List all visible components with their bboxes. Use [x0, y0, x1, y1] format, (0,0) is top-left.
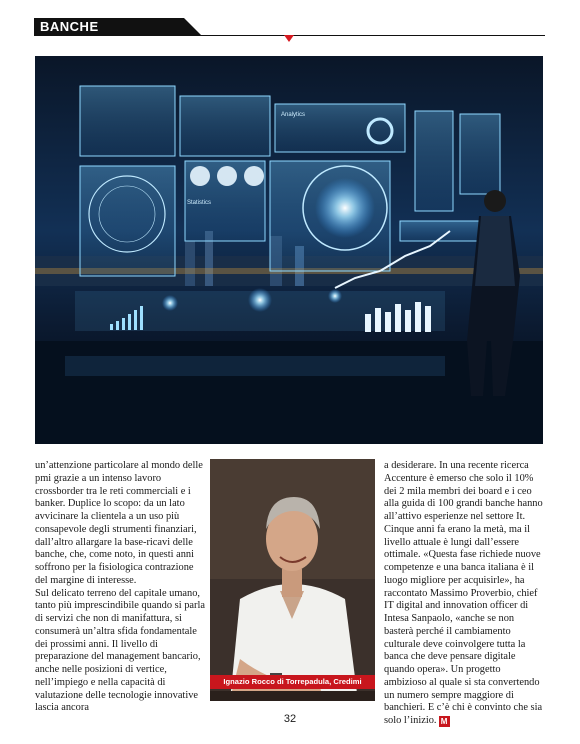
paragraph: un’attenzione particolare al mondo delle pmi grazie a un intenso lavoro crossborder tra le reti commerciali e i banker. Duplice lo scopo: da un lato avvicinare la clientela a un uso più consapevole degli strumenti finanziari, dall’altro allargare la base-ricavi delle banche, che, come noto, in questi anni soffrono per la fisiologica contrazione del margine di interesse.: [35, 460, 203, 586]
end-mark-icon: M: [439, 716, 450, 727]
paragraph: [384, 460, 544, 728]
section-label: BANCHE: [40, 19, 99, 34]
photo-caption: Ignazio Rocco di Torrepadula, Credimi: [210, 675, 375, 689]
page-number: 32: [283, 713, 297, 725]
portrait-illustration: [210, 459, 375, 701]
hero-image: [35, 56, 543, 444]
paragraph: Sul delicato terreno del capitale umano, tanto più imprescindibile quando si parla di servizi che non di manifattura, si consumerà un’altra sfida fondamentale dei prossimi anni. Il livello di preparazione del management bancario, anche nelle posizioni di vertice, nell’impiego e nella capacità di valutazione delle tecnologie innovative lascia ancora: [35, 587, 205, 714]
right-column: [384, 460, 544, 728]
portrait-photo: [210, 459, 375, 701]
paragraph-text: a desiderare. In una recente ricerca Accenture è emerso che solo il 10% dei 2 mila membri dei board e i ceo alla guida di 100 grandi banche hanno all’attivo esperienze nel settore It. Cinque anni fa erano la metà, ma il livello attuale è lungi dall’essere ottimale. «Questa fase richiede nuove competenze e una banca italiana è il luogo migliore per acquisirle», ha raccontato Massimo Proverbio, chief IT digital and innovation officer di Intesa Sanpaolo, «anche se non basterà perché il cambiamento culturale deve coinvolgere tutta la banca che deve pensare digitale quando opera». Un progetto ambizioso al quale si sta convertendo un numero sempre maggiore di banchieri. E c’è chi è convinto che sia solo l’inizio.: [384, 460, 543, 726]
left-column: [35, 460, 205, 715]
header-marker: [284, 35, 294, 42]
hero-analytics-label: Analytics: [281, 112, 306, 118]
header-rule: [200, 35, 545, 36]
hero-illustration: [35, 56, 543, 444]
hero-statistics-label: Statistics: [187, 200, 212, 206]
